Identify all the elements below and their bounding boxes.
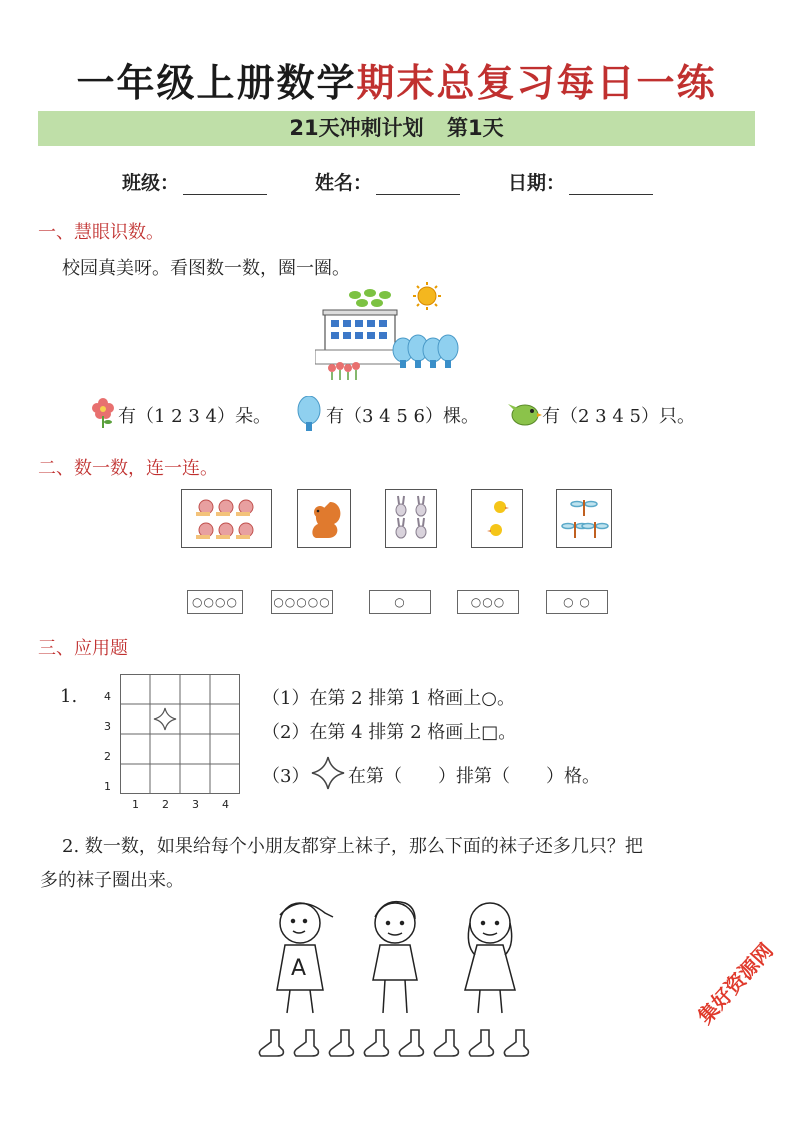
squirrel-icon [298,490,350,547]
sock-icon[interactable] [469,1030,493,1056]
class-blank[interactable] [183,176,267,195]
flower-icon [90,396,116,428]
q1-line3: 在第（ ）排第（ ）格。 [348,766,600,787]
boy-cap-icon [277,903,333,1013]
snail-icon [182,490,271,547]
date-field: 日期： [508,168,653,195]
class-field: 班级： [122,168,267,195]
section1-instruction: 校园真美呀。看图数一数，圈一圈。 [62,258,350,279]
school-scene-image [315,280,465,385]
children-image [265,895,555,1020]
circle-group-5[interactable]: ○○○○○ [271,590,333,614]
dragonfly-icon [557,490,611,547]
section3-heading: 三、应用题 [38,638,128,659]
birds-icon [349,289,391,307]
section1-heading: 一、慧眼识数。 [38,222,164,243]
star-icon [310,755,346,791]
watermark-text: 集好资源网 [692,938,778,1029]
q1-line1: （1）在第 2 排第 1 格画上○。 [262,688,515,709]
svg-text:A: A [291,956,307,981]
circle-group-2[interactable]: ○ ○ [546,590,608,614]
plan-label: 21天冲刺计划 [289,116,424,140]
position-grid [120,674,240,794]
name-blank[interactable] [376,176,460,195]
name-field: 姓名： [315,168,460,195]
q1-line2: （2）在第 4 排第 2 格画上□。 [262,722,517,743]
sock-icons [255,1028,545,1058]
q2-line1: 2. 数一数，如果给每个小朋友都穿上袜子，那么下面的袜子还多几只？把 [62,836,643,857]
page-title: 一年级上册数学期末总复习每日一练 [76,61,717,105]
count-items-row [90,396,720,432]
bird-icon [508,400,542,428]
chick-box[interactable] [471,489,523,548]
sock-icon[interactable] [504,1030,528,1056]
sock-icon[interactable] [259,1030,283,1056]
tree-count-text: 有（3 4 5 6）棵。 [326,406,479,427]
q1-line3-prefix: （3） [262,766,310,787]
rabbit-icon [386,490,436,547]
sock-icon[interactable] [294,1030,318,1056]
flowers-icon [328,362,360,380]
date-blank[interactable] [569,176,653,195]
grid-row-labels: 4 3 2 1 [104,690,111,793]
dragonfly-box[interactable] [556,489,612,548]
sock-icon[interactable] [364,1030,388,1056]
circle-group-3[interactable]: ○○○ [457,590,519,614]
q2-line2: 多的袜子圈出来。 [40,870,184,891]
snail-box[interactable] [181,489,272,548]
q1-number: 1. [60,686,78,707]
sock-icon[interactable] [399,1030,423,1056]
bird-count-text: 有（2 3 4 5）只。 [542,406,695,427]
sun-icon [413,282,441,310]
flower-count-text: 有（1 2 3 4）朵。 [118,406,271,427]
girl-icon [465,903,515,1013]
day-label: 第1天 [446,116,504,140]
section2-heading: 二、数一数，连一连。 [38,458,218,479]
socks-row [255,1028,545,1058]
boy-icon [373,902,417,1013]
circle-group-1[interactable]: ○ [369,590,431,614]
sock-icon[interactable] [329,1030,353,1056]
circle-group-4[interactable]: ○○○○ [187,590,243,614]
squirrel-box[interactable] [297,489,351,548]
tree-icon [295,396,323,432]
rabbit-box[interactable] [385,489,437,548]
chick-icon [472,490,522,547]
sock-icon[interactable] [434,1030,458,1056]
plan-banner [38,111,755,146]
star-icon [154,708,176,730]
